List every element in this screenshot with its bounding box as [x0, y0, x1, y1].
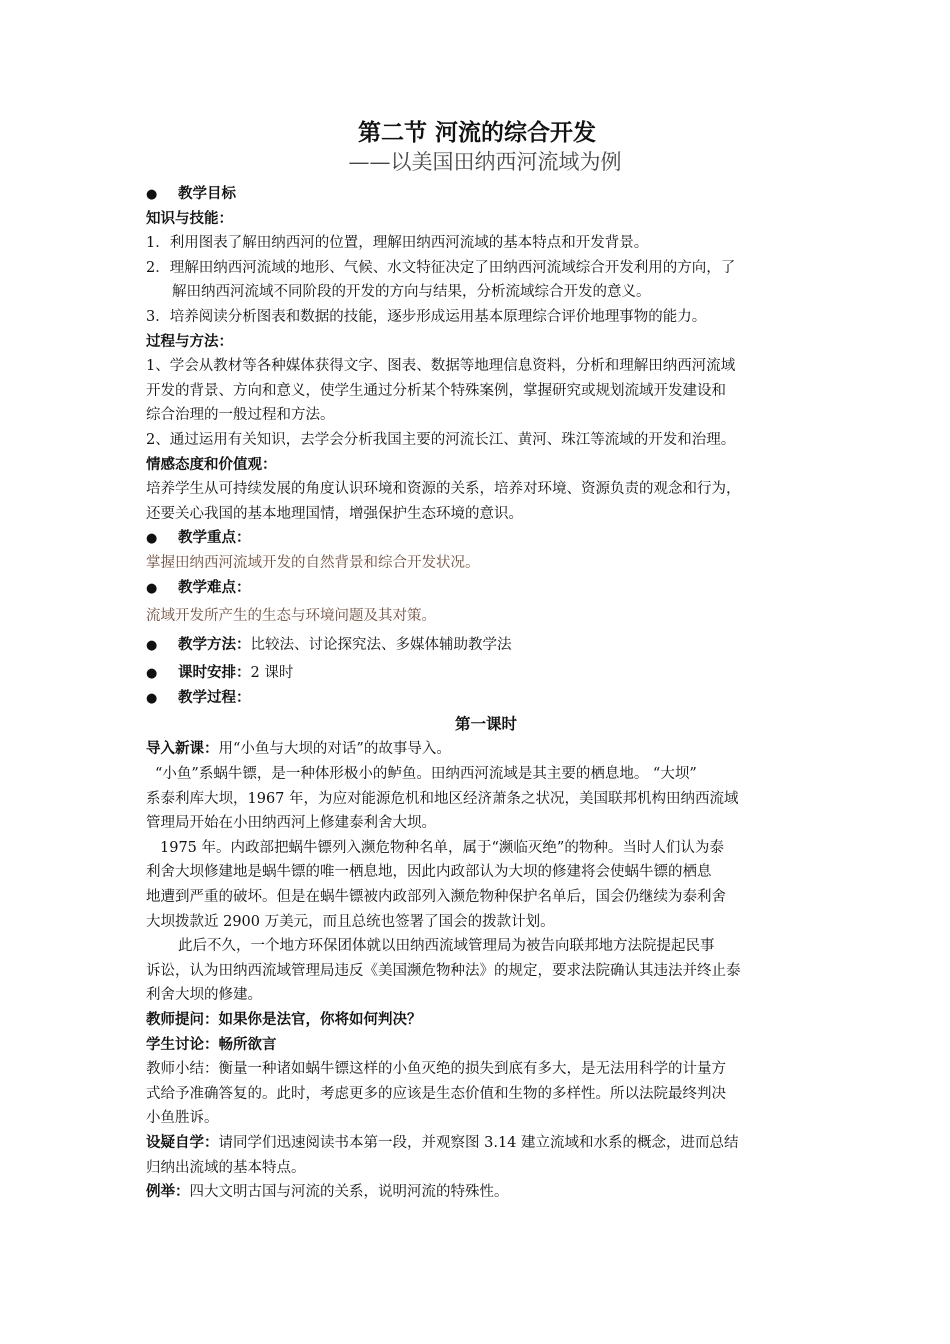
bullet-icon: ●	[146, 580, 158, 596]
knowledge-item-3: 3．培养阅读分析图表和数据的技能，逐步形成运用基本原理综合评价地理事物的能力。	[146, 308, 707, 325]
bullet-icon: ●	[146, 690, 158, 706]
teacher-summary: 教师小结：衡量一种诸如蜗牛镖这样的小鱼灭绝的损失到底有多大，是无法用科学的计量方	[146, 1061, 726, 1078]
story-paragraph-1-cont: 系泰利库大坝，1967 年，为应对能源危机和地区经济萧条之状况，美国联邦机构田纳西流域	[146, 790, 739, 807]
lesson-title: 第一课时	[454, 714, 517, 734]
knowledge-heading: 知识与技能：	[146, 209, 233, 227]
document-subtitle: ——以美国田纳西河流域为例	[348, 150, 622, 174]
teacher-summary-cont: 小鱼胜诉。	[146, 1110, 219, 1127]
story-paragraph-2-cont: 利舍大坝修建地是蜗牛镖的唯一栖息地，因此内政部认为大坝的修建将会使蜗牛镖的栖息	[146, 864, 712, 881]
attitude-heading: 情感态度和价值观：	[146, 455, 277, 473]
self-study-cont: 归纳出流域的基本特点。	[146, 1159, 306, 1176]
teacher-question: 教师提问：如果你是法官，你将如何判决？	[146, 1011, 422, 1028]
story-paragraph-2-cont: 地遭到严重的破坏。但是在蜗牛镖被内政部列入濒危物种保护名单后，国会仍继续为泰利舍	[146, 889, 726, 906]
story-paragraph-3-cont: 诉讼，认为田纳西流域管理局违反《美国濒危物种法》的规定，要求法院确认其违法并终止泰	[146, 962, 741, 979]
bullet-icon: ●	[146, 637, 158, 653]
attitude-text-cont: 还要关心我国的基本地理国情，增强保护生态环境的意识。	[146, 505, 523, 522]
self-study-line: 设疑自学：请同学们迅速阅读书本第一段，并观察图 3.14 建立流域和水系的概念，进而总结	[146, 1133, 739, 1151]
key-text: 掌握田纳西河流域开发的自然背景和综合开发状况。	[146, 554, 480, 571]
process-item-1: 1、学会从教材等各种媒体获得文字、图表、数据等地理信息资料，分析和理解田纳西河流域	[146, 358, 736, 375]
process-item-1-cont: 开发的背景、方向和意义，使学生通过分析某个特殊案例，掌握研究或规划流域开发建设和	[146, 382, 726, 399]
method-line: ● 教学方法：比较法、讨论探究法、多媒体辅助教学法	[146, 633, 816, 658]
story-paragraph-1-cont: 管理局开始在小田纳西河上修建泰利舍大坝。	[146, 815, 436, 832]
example-line: 例举：四大文明古国与河流的关系，说明河流的特殊性。	[146, 1183, 509, 1201]
intro-line: 导入新课：用“小鱼与大坝的对话”的故事导入。	[146, 740, 451, 758]
story-paragraph-3-cont: 利舍大坝的修建。	[146, 987, 262, 1004]
process-item-1-cont: 综合治理的一般过程和方法。	[146, 407, 335, 424]
teacher-summary-cont: 式给予准确答复的。此时，考虑更多的应该是生态价值和生物的多样性。所以法院最终判决	[146, 1085, 726, 1102]
document-title: 第二节 河流的综合开发	[357, 119, 596, 146]
hours-line: ● 课时安排：2 课时	[146, 661, 816, 686]
goals-heading: ● 教学目标	[146, 182, 816, 207]
knowledge-item-2: 2．理解田纳西河流域的地形、气候、水文特征决定了田纳西河流域综合开发利用的方向，了	[146, 259, 736, 276]
key-heading: ● 教学重点：	[146, 526, 816, 551]
difficult-text: 流域开发所产生的生态与环境问题及其对策。	[146, 608, 436, 625]
student-discussion: 学生讨论：畅所欲言	[146, 1035, 277, 1053]
process-heading: 过程与方法：	[146, 332, 233, 350]
knowledge-item-1: 1．利用图表了解田纳西河的位置，理解田纳西河流域的基本特点和开发背景。	[146, 235, 649, 252]
difficult-heading: ● 教学难点：	[146, 576, 816, 601]
process2-heading: ● 教学过程：	[146, 686, 816, 711]
bullet-icon: ●	[146, 187, 158, 202]
story-paragraph-3: 此后不久，一个地方环保团体就以田纳西流域管理局为被告向联邦地方法院提起民事	[178, 938, 715, 955]
document-page	[146, 118, 816, 1205]
process-item-2: 2、通过运用有关知识，去学会分析我国主要的河流长江、黄河、珠江等流域的开发和治理。	[146, 431, 736, 448]
bullet-icon: ●	[146, 666, 158, 682]
story-paragraph-1: “小鱼”系蜗牛镖，是一种体形极小的鲈鱼。田纳西河流域是其主要的栖息地。 “大坝”	[155, 766, 697, 783]
story-paragraph-2: 1975 年。内政部把蜗牛镖列入濒危物种名单，属于“濒临灭绝”的物种。当时人们认为泰	[160, 839, 724, 856]
knowledge-item-2-cont: 解田纳西河流域不同阶段的开发的方向与结果，分析流域综合开发的意义。	[172, 284, 651, 301]
attitude-text: 培养学生从可持续发展的角度认识环境和资源的关系，培养对环境、资源负责的观念和行为，	[146, 481, 741, 498]
story-paragraph-2-cont: 大坝拨款近 2900 万美元，而且总统也签署了国会的拨款计划。	[146, 913, 555, 930]
bullet-icon: ●	[146, 531, 158, 547]
